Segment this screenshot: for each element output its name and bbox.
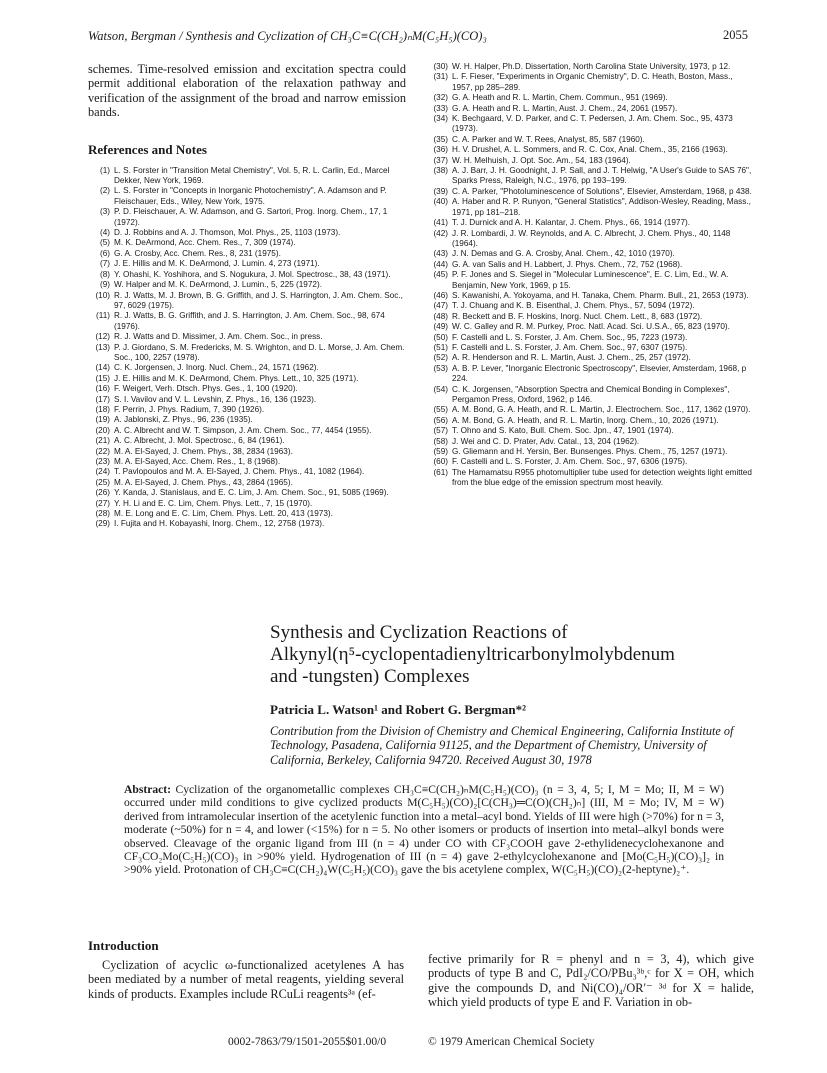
reference-text: A. C. Albrecht and W. T. Simpson, J. Am. Chem. Soc., 77, 4454 (1955). — [114, 425, 372, 435]
references-list-left — [88, 166, 406, 530]
reference-item — [428, 457, 754, 467]
reference-number: (39) — [433, 186, 448, 196]
reference-text: C. A. Parker and W. T. Rees, Analyst, 85, 587 (1960). — [452, 134, 645, 144]
reference-text: T. J. Durnick and A. H. Kalantar, J. Chem. Phys., 66, 1914 (1977). — [452, 218, 691, 228]
reference-item — [88, 207, 406, 228]
reference-number: (36) — [433, 145, 448, 155]
reference-text: R. Beckett and B. F. Hoskins, Inorg. Nucl. Chem. Lett., 8, 683 (1972). — [452, 311, 703, 321]
reference-item — [88, 415, 406, 425]
reference-text: A. R. Henderson and R. L. Martin, Aust. J. Chem., 25, 257 (1972). — [452, 353, 691, 363]
reference-number: (31) — [433, 72, 448, 82]
reference-text: S. Kawanishi, A. Yokoyama, and H. Tanaka, Chem. Pharm. Bull., 21, 2653 (1973). — [452, 290, 749, 300]
reference-text: L. F. Fieser, "Experiments in Organic Chemistry", D. C. Heath, Boston, Mass., 1957, pp 285–289. — [452, 72, 733, 92]
reference-number: (11) — [96, 311, 110, 321]
reference-number: (57) — [433, 426, 448, 436]
abstract-label: Abstract: — [124, 783, 172, 796]
abstract-text: Cyclization of the organometallic complexes CH₃C≡C(CH₂)ₙM(C₅H₅)(CO)₃ (n = 3, 4, 5; I, M = Mo; II, M = W) occurred under mild conditions to give cyclized products M(C₅H₅)(CO)₂[C(CH₃)═C(O)(CH₂)ₙ] (III, M = Mo; IV, M = W) derived from intramolecular insertion of the acetylenic function into a metal–acyl bond. Yields of III were high (>70%) for n = 3, moderate (~50%) for n = 4, and lower (<15%) for n = 5. No other isomers or products of insertion into metal–alkyl bonds were observed. Cleavage of the organic ligand from III (n = 4) under CO with CF₃COOH gave 2-ethylidenecyclohexanone and CF₃CO₂Mo(C₅H₅)(CO)₃ in >90% yield. Hydrogenation of III (n = 4) gave 2-ethylcyclohexanone and [Mo(C₅H₅)(CO)₃]₂ in >90% yield. Protonation of CH₃C≡C(CH₂)₄W(C₅H₅)(CO)₃ gave the bis acetylene complex, W(C₅H₅)(CO)₂(2-heptyne)₂⁺. — [124, 783, 724, 877]
reference-number: (27) — [95, 498, 110, 508]
reference-text: W. H. Melhuish, J. Opt. Soc. Am., 54, 183 (1964). — [452, 155, 631, 165]
reference-item — [428, 187, 754, 197]
reference-text: K. Bechgaard, V. D. Parker, and C. T. Pedersen, J. Am. Chem. Soc., 95, 4373 (1973). — [452, 114, 733, 134]
reference-item — [428, 447, 754, 457]
reference-item — [428, 270, 754, 291]
reference-item — [88, 280, 406, 290]
running-title: Watson, Bergman / Synthesis and Cyclization of CH₃C≡C(CH₂)ₙM(C₅H₅)(CO)₃ — [88, 29, 487, 43]
reference-number: (56) — [433, 415, 448, 425]
reference-text: J. Wei and C. D. Prater, Adv. Catal., 13, 204 (1962). — [452, 436, 640, 446]
reference-text: P. J. Giordano, S. M. Fredericks, M. S. Wrighton, and D. L. Morse, J. Am. Chem. Soc., 100, 2257 (1978). — [114, 342, 405, 362]
article-title — [270, 622, 740, 688]
reference-number: (6) — [99, 248, 110, 258]
reference-number: (25) — [95, 477, 110, 487]
references-heading: References and Notes — [88, 141, 207, 157]
reference-number: (37) — [433, 155, 448, 165]
reference-item — [88, 363, 406, 373]
reference-item — [88, 499, 406, 509]
reference-item — [428, 260, 754, 270]
reference-number: (4) — [99, 228, 110, 238]
reference-item — [428, 416, 754, 426]
reference-text: T. Ohno and S. Kato, Bull. Chem. Soc. Jpn., 47, 1901 (1974). — [452, 426, 674, 436]
reference-text: A. J. Barr, J. H. Goodnight, J. P. Sall, and J. T. Helwig, "A User's Guide to SAS 76", Sparks Press, Raleigh, N.C., 1976, pp 193–199. — [452, 166, 752, 186]
reference-item — [428, 405, 754, 415]
reference-number: (48) — [433, 311, 448, 321]
reference-text: D. J. Robbins and A. J. Thomson, Mol. Phys., 25, 1103 (1973). — [114, 228, 341, 238]
reference-item — [428, 104, 754, 114]
reference-item — [88, 238, 406, 248]
reference-number: (14) — [95, 363, 110, 373]
reference-text: Y. Kanda, J. Stanislaus, and E. C. Lim, J. Am. Chem. Soc., 91, 5085 (1969). — [114, 488, 389, 498]
reference-item — [428, 197, 754, 218]
reference-item — [428, 333, 754, 343]
introduction-paragraph-right: fective primarily for R = phenyl and n = 3, 4), which give products of type B and C, PdI₂/CO/PBu₃³ᵇ,ᶜ for X = OH, which give the compounds D, and Ni(CO)₄/OR′⁻ ³ᵈ for X = halide, which yield products of type E and F. Variation in ob- — [428, 952, 754, 1010]
reference-item — [428, 322, 754, 332]
reference-text: M. A. El-Sayed, J. Chem. Phys., 43, 2864 (1965). — [114, 477, 293, 487]
reference-number: (12) — [95, 332, 110, 342]
reference-text: C. A. Parker, "Photoluminescence of Solutions", Elsevier, Amsterdam, 1968, p 438. — [452, 186, 752, 196]
reference-text: F. Castelli and L. S. Forster, J. Am. Chem. Soc., 97, 6307 (1975). — [452, 342, 688, 352]
reference-item — [428, 218, 754, 228]
reference-text: G. A. Heath and R. L. Martin, Chem. Commun., 951 (1969). — [452, 93, 668, 103]
reference-text: I. Fujita and H. Kobayashi, Inorg. Chem., 12, 2758 (1973). — [114, 519, 325, 529]
reference-text: M. A. El-Sayed, Acc. Chem. Res., 1, 8 (1968). — [114, 457, 281, 466]
reference-number: (22) — [95, 446, 110, 456]
title-line-1: Synthesis and Cyclization Reactions of — [270, 622, 568, 643]
reference-text: R. J. Watts, B. G. Griffith, and J. S. Harrington, J. Am. Chem. Soc., 98, 674 (1976). — [114, 311, 385, 331]
reference-item — [88, 270, 406, 280]
reference-item — [88, 488, 406, 498]
reference-text: A. M. Bond, G. A. Heath, and R. L. Martin, J. Electrochem. Soc., 117, 1362 (1970). — [452, 405, 751, 415]
reference-item — [428, 353, 754, 363]
reference-number: (19) — [95, 415, 110, 425]
reference-number: (58) — [433, 436, 448, 446]
reference-text: A. Haber and R. P. Runyon, "General Statistics", Addison-Wesley, Reading, Mass., 1971, pp 181–218. — [452, 197, 751, 217]
reference-item — [428, 114, 754, 135]
reference-text: T. Pavlopoulos and M. A. El-Sayed, J. Chem. Phys., 41, 1082 (1964). — [114, 467, 365, 477]
reference-item — [88, 478, 406, 488]
reference-text: M. K. DeArmond, Acc. Chem. Res., 7, 309 (1974). — [114, 238, 296, 248]
reference-item — [88, 457, 406, 467]
reference-item — [428, 468, 754, 489]
reference-text: F. Castelli and L. S. Forster, J. Am. Chem. Soc., 95, 7223 (1973). — [452, 332, 688, 342]
references-list-right — [428, 62, 754, 489]
reference-text: G. Gliemann and H. Yersin, Ber. Bunsenges. Phys. Chem., 75, 1257 (1971). — [452, 447, 728, 457]
reference-number: (38) — [433, 166, 448, 176]
reference-item — [428, 343, 754, 353]
reference-text: H. V. Drushel, A. L. Sommers, and R. C. Cox, Anal. Chem., 35, 2166 (1963). — [452, 145, 728, 155]
reference-item — [88, 447, 406, 457]
reference-text: A. M. Bond, G. A. Heath, and R. L. Martin, Inorg. Chem., 10, 2026 (1971). — [452, 415, 719, 425]
reference-number: (26) — [95, 488, 110, 498]
reference-text: Y. H. Li and E. C. Lim, Chem. Phys. Lett., 7, 15 (1970). — [114, 498, 313, 508]
reference-item — [88, 384, 406, 394]
reference-number: (20) — [95, 425, 110, 435]
reference-item — [428, 426, 754, 436]
reference-item — [88, 343, 406, 364]
introduction-heading: Introduction — [88, 938, 159, 953]
reference-text: A. C. Albrecht, J. Mol. Spectrosc., 6, 84 (1961). — [114, 436, 285, 446]
journal-code: 0002-7863/79/1501-2055$01.00/0 — [228, 1036, 387, 1048]
reference-item — [88, 259, 406, 269]
reference-number: (21) — [95, 436, 110, 446]
reference-item — [88, 291, 406, 312]
reference-text: S. I. Vavilov and V. L. Levshin, Z. Phys., 16, 136 (1923). — [114, 394, 317, 404]
reference-number: (47) — [433, 301, 448, 311]
reference-item — [428, 135, 754, 145]
reference-item — [428, 301, 754, 311]
reference-text: T. J. Chuang and K. B. Eisenthal, J. Chem. Phys., 57, 5094 (1972). — [452, 301, 695, 311]
reference-number: (44) — [433, 259, 448, 269]
reference-text: P. F. Jones and S. Siegel in "Molecular Luminescence", E. C. Lim, Ed., W. A. Benjamin, New York, 1969, p 15. — [452, 270, 729, 290]
reference-item — [428, 145, 754, 155]
reference-number: (59) — [433, 447, 448, 457]
reference-number: (9) — [99, 280, 110, 290]
reference-item — [88, 186, 406, 207]
reference-number: (54) — [433, 384, 448, 394]
running-header — [88, 28, 748, 44]
right-column — [428, 62, 754, 489]
reference-text: R. J. Watts, M. J. Brown, B. G. Griffith, and J. S. Harrington, J. Am. Chem. Soc., 97, 6029 (1975). — [114, 290, 403, 310]
reference-number: (49) — [433, 322, 448, 332]
reference-text: L. S. Forster in "Concepts in Inorganic Photochemistry", A. Adamson and P. Fleischauer, Eds., Wiley, New York, 1975. — [114, 186, 387, 206]
reference-text: F. Weigert, Verh. Dtsch. Phys. Ges., 1, 100 (1920). — [114, 384, 298, 394]
left-column — [88, 62, 406, 530]
authors: Patricia L. Watson¹ and Robert G. Bergman*² — [270, 702, 526, 717]
reference-text: C. K. Jorgensen, J. Inorg. Nucl. Chem., 24, 1571 (1962). — [114, 363, 319, 373]
reference-number: (32) — [433, 93, 448, 103]
reference-number: (55) — [433, 405, 448, 415]
introduction-left — [88, 938, 404, 1001]
reference-number: (24) — [95, 467, 110, 477]
continued-paragraph: schemes. Time-resolved emission and excitation spectra could permit additional elaboration of the relaxation pathway and verification of the assignment of the broad and narrow emission bands. — [88, 62, 406, 120]
reference-text: P. D. Fleischauer, A. W. Adamson, and G. Sartori, Prog. Inorg. Chem., 17, 1 (1972). — [114, 207, 388, 227]
reference-number: (30) — [433, 62, 448, 71]
reference-number: (45) — [433, 270, 448, 280]
reference-number: (1) — [99, 165, 110, 175]
reference-number: (8) — [99, 269, 110, 279]
reference-text: M. E. Long and E. C. Lim, Chem. Phys. Lett. 20, 413 (1973). — [114, 509, 333, 519]
reference-number: (53) — [433, 363, 448, 373]
reference-text: J. N. Demas and G. A. Crosby, Anal. Chem., 42, 1010 (1970). — [452, 249, 675, 259]
reference-item — [428, 166, 754, 187]
reference-number: (51) — [433, 342, 448, 352]
reference-number: (15) — [95, 373, 110, 383]
reference-number: (50) — [433, 332, 448, 342]
reference-item — [428, 364, 754, 385]
reference-text: J. E. Hillis and M. K. DeArmond, J. Lumin. 4, 273 (1971). — [114, 259, 320, 269]
abstract — [124, 783, 724, 877]
reference-number: (29) — [95, 519, 110, 529]
reference-number: (35) — [433, 134, 448, 144]
introduction-paragraph-left: Cyclization of acyclic ω-functionalized acetylenes A has been mediated by a number of metal reagents, yielding several kinds of products. Examples include RCuLi reagents³ᵃ (ef- — [88, 958, 404, 1001]
reference-item — [428, 72, 754, 93]
reference-item — [88, 509, 406, 519]
reference-number: (52) — [433, 353, 448, 363]
reference-text: M. A. El-Sayed, J. Chem. Phys., 38, 2834 (1963). — [114, 446, 293, 456]
reference-text: G. A. van Salis and H. Labbert, J. Phys. Chem., 72, 752 (1968). — [452, 259, 683, 269]
reference-text: W. C. Galley and R. M. Purkey, Proc. Natl. Acad. Sci. U.S.A., 65, 823 (1970). — [452, 322, 730, 332]
reference-item — [88, 436, 406, 446]
reference-item — [428, 93, 754, 103]
reference-text: R. J. Watts and D. Missimer, J. Am. Chem. Soc., in press. — [114, 332, 323, 342]
reference-text: J. R. Lombardi, J. W. Reynolds, and A. C. Albrecht, J. Chem. Phys., 40, 1148 (1964). — [452, 228, 731, 248]
reference-item — [88, 405, 406, 415]
affiliation: Contribution from the Division of Chemistry and Chemical Engineering, California Institute of Technology, Pasadena, California 91125, and the Department of Chemistry, University of California, Berkeley, California 94720. Received August 30, 1978 — [270, 724, 734, 767]
reference-number: (17) — [95, 394, 110, 404]
reference-item — [88, 467, 406, 477]
reference-number: (5) — [99, 238, 110, 248]
reference-number: (41) — [433, 218, 448, 228]
reference-text: F. Perrin, J. Phys. Radium, 7, 390 (1926). — [114, 404, 265, 414]
introduction-right — [428, 952, 754, 1010]
reference-item — [428, 249, 754, 259]
reference-item — [88, 311, 406, 332]
reference-number: (3) — [99, 207, 110, 217]
reference-number: (46) — [433, 290, 448, 300]
reference-text: F. Castelli and L. S. Forster, J. Am. Chem. Soc., 97, 6306 (1975). — [452, 457, 688, 467]
reference-text: L. S. Forster in "Transition Metal Chemistry", Vol. 5, R. L. Carlin, Ed., Marcel Dekker, New York, 1969. — [114, 165, 390, 186]
reference-item — [88, 166, 406, 187]
reference-number: (60) — [433, 457, 448, 467]
reference-number: (16) — [95, 384, 110, 394]
title-line-3: and -tungsten) Complexes — [270, 666, 470, 687]
reference-text: G. A. Crosby, Acc. Chem. Res., 8, 231 (1975). — [114, 248, 281, 258]
reference-number: (13) — [95, 342, 110, 352]
reference-text: W. H. Halper, Ph.D. Dissertation, North Carolina State University, 1973, p 12. — [452, 62, 731, 71]
reference-number: (40) — [433, 197, 448, 207]
reference-item — [88, 249, 406, 259]
reference-number: (18) — [95, 404, 110, 414]
reference-number: (28) — [95, 509, 110, 519]
reference-text: G. A. Heath and R. L. Martin, Aust. J. Chem., 24, 2061 (1957). — [452, 103, 678, 113]
title-line-2: Alkynyl(η⁵-cyclopentadienyltricarbonylmolybdenum — [270, 644, 675, 665]
reference-item — [428, 156, 754, 166]
reference-text: A. B. P. Lever, "Inorganic Electronic Spectroscopy", Elsevier, Amsterdam, 1968, p 224. — [452, 363, 747, 384]
reference-text: C. K. Jorgensen, "Absorption Spectra and Chemical Bonding in Complexes", Pergamon Press, Oxford, 1962, p 146. — [452, 384, 730, 404]
article-title-block — [270, 622, 740, 767]
reference-number: (43) — [433, 249, 448, 259]
reference-item — [428, 437, 754, 447]
reference-text: A. Jablonski, Z. Phys., 96, 236 (1935). — [114, 415, 253, 425]
reference-text: J. E. Hillis and M. K. DeArmond, Chem. Phys. Lett., 10, 325 (1971). — [114, 373, 359, 383]
reference-item — [428, 291, 754, 301]
reference-item — [88, 332, 406, 342]
reference-item — [88, 395, 406, 405]
reference-item — [88, 426, 406, 436]
reference-number: (33) — [433, 103, 448, 113]
reference-item — [428, 385, 754, 406]
copyright: © 1979 American Chemical Society — [428, 1036, 595, 1048]
reference-text: Y. Ohashi, K. Yoshihora, and S. Nogukura, J. Mol. Spectrosc., 38, 43 (1971). — [114, 269, 391, 279]
reference-number: (7) — [99, 259, 110, 269]
reference-item — [428, 312, 754, 322]
reference-number: (42) — [433, 228, 448, 238]
reference-item — [88, 374, 406, 384]
reference-number: (34) — [433, 114, 448, 124]
reference-number: (2) — [99, 186, 110, 196]
reference-text: The Hamamatsu R955 photomultiplier tube used for detection weights light emitted from the blue edge of the emission spectrum most heavily. — [452, 467, 752, 488]
reference-text: W. Halper and M. K. DeArmond, J. Lumin., 5, 225 (1972). — [114, 280, 322, 290]
reference-number: (61) — [433, 467, 448, 477]
reference-item — [88, 228, 406, 238]
reference-item — [88, 519, 406, 529]
reference-number: (23) — [95, 457, 110, 466]
reference-item — [428, 229, 754, 250]
reference-item — [428, 62, 754, 72]
reference-number: (10) — [95, 290, 110, 300]
page-number: 2055 — [723, 28, 748, 42]
